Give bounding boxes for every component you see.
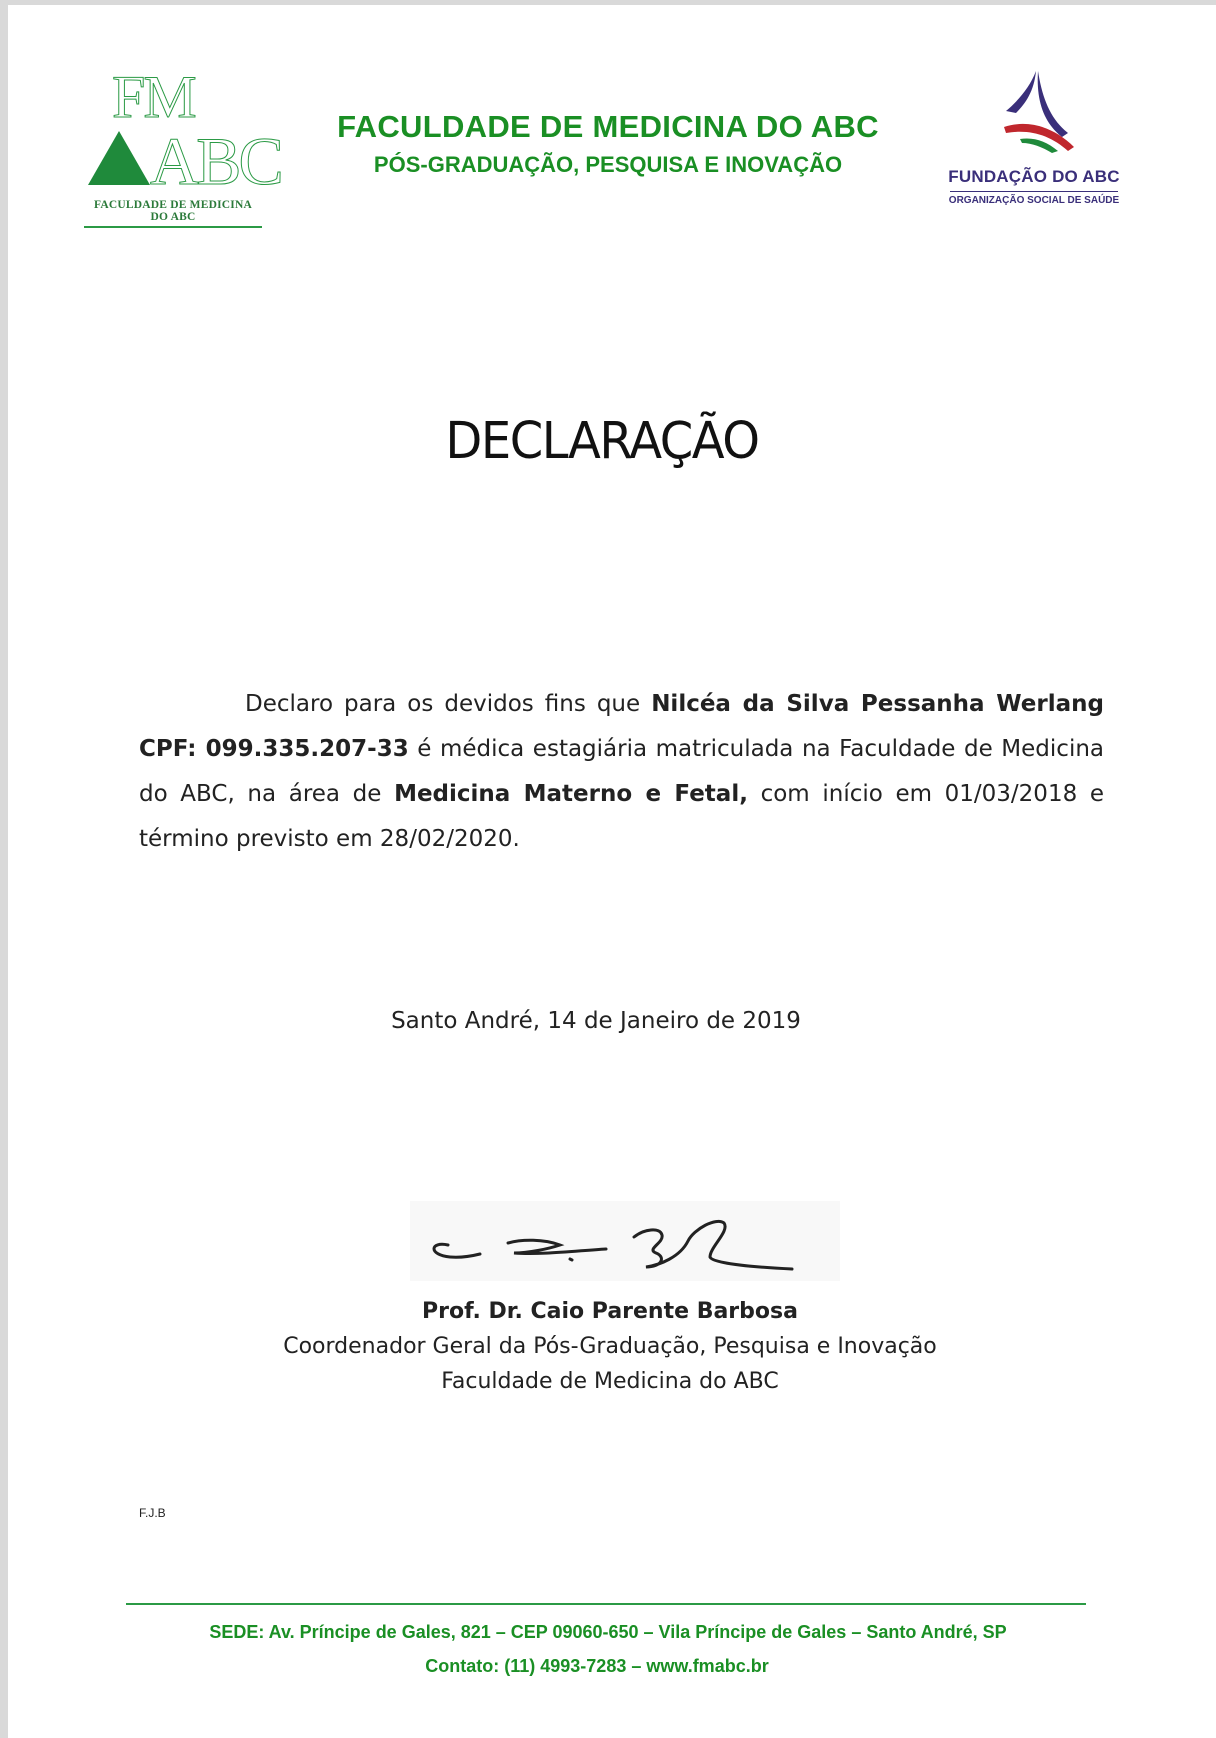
typist-initials: F.J.B: [139, 1506, 166, 1520]
declaration-middle: é médica estagiária matriculada na Faculdade de Medicina do ABC, na área de: [139, 736, 1105, 807]
document-title: DECLARAÇÃO: [445, 411, 759, 471]
signer-role: Coordenador Geral da Pós-Graduação, Pesquisa e Inovação: [283, 1334, 937, 1359]
place-date: Santo André, 14 de Janeiro de 2019: [391, 1008, 801, 1034]
handwritten-signature: [410, 1201, 840, 1281]
institution-subtitle: PÓS-GRADUAÇÃO, PESQUISA E INOVAÇÃO: [373, 152, 843, 177]
declaration-area: Medicina Materno e Fetal,: [394, 781, 748, 807]
document-page: [8, 5, 1216, 1738]
institution-title: FACULDADE DE MEDICINA DO ABC: [337, 109, 879, 144]
footer-divider: [126, 1603, 1086, 1605]
fmabc-logo: [74, 64, 281, 227]
footer-address: SEDE: Av. Príncipe de Gales, 821 – CEP 09060-650 – Vila Príncipe de Gales – Santo André, SP: [209, 1622, 1007, 1642]
declaration-intro: Declaro para os devidos fins que: [245, 691, 652, 717]
declaration-ending: com início em 01/03/2018 e término previsto em 28/02/2020.: [139, 781, 1104, 852]
fmabc-logo-caption: FACULDADE DE MEDICINA DO ABC: [84, 199, 262, 228]
declaration-person: Nilcéa da Silva Pessanha Werlang CPF: 099.335.207-33: [139, 691, 1104, 762]
fundacao-name: FUNDAÇÃO DO ABC: [948, 167, 1120, 186]
fundacao-abc-logo: [944, 67, 1144, 217]
signer-name: Prof. Dr. Caio Parente Barbosa: [422, 1299, 798, 1324]
abc-logo-text: ABC: [150, 123, 281, 199]
signer-block: [8, 1294, 1216, 1399]
signer-institution: Faculdade de Medicina do ABC: [441, 1369, 779, 1394]
fundacao-tagline: ORGANIZAÇÃO SOCIAL DE SAÚDE: [948, 195, 1120, 206]
fundacao-emblem-icon: [944, 67, 1124, 167]
declaration-paragraph: [139, 682, 1104, 862]
fm-logo-text: FM: [112, 64, 195, 130]
fundacao-divider: [950, 191, 1118, 192]
footer-contact: Contato: (11) 4993-7283 – www.fmabc.br: [425, 1656, 769, 1676]
